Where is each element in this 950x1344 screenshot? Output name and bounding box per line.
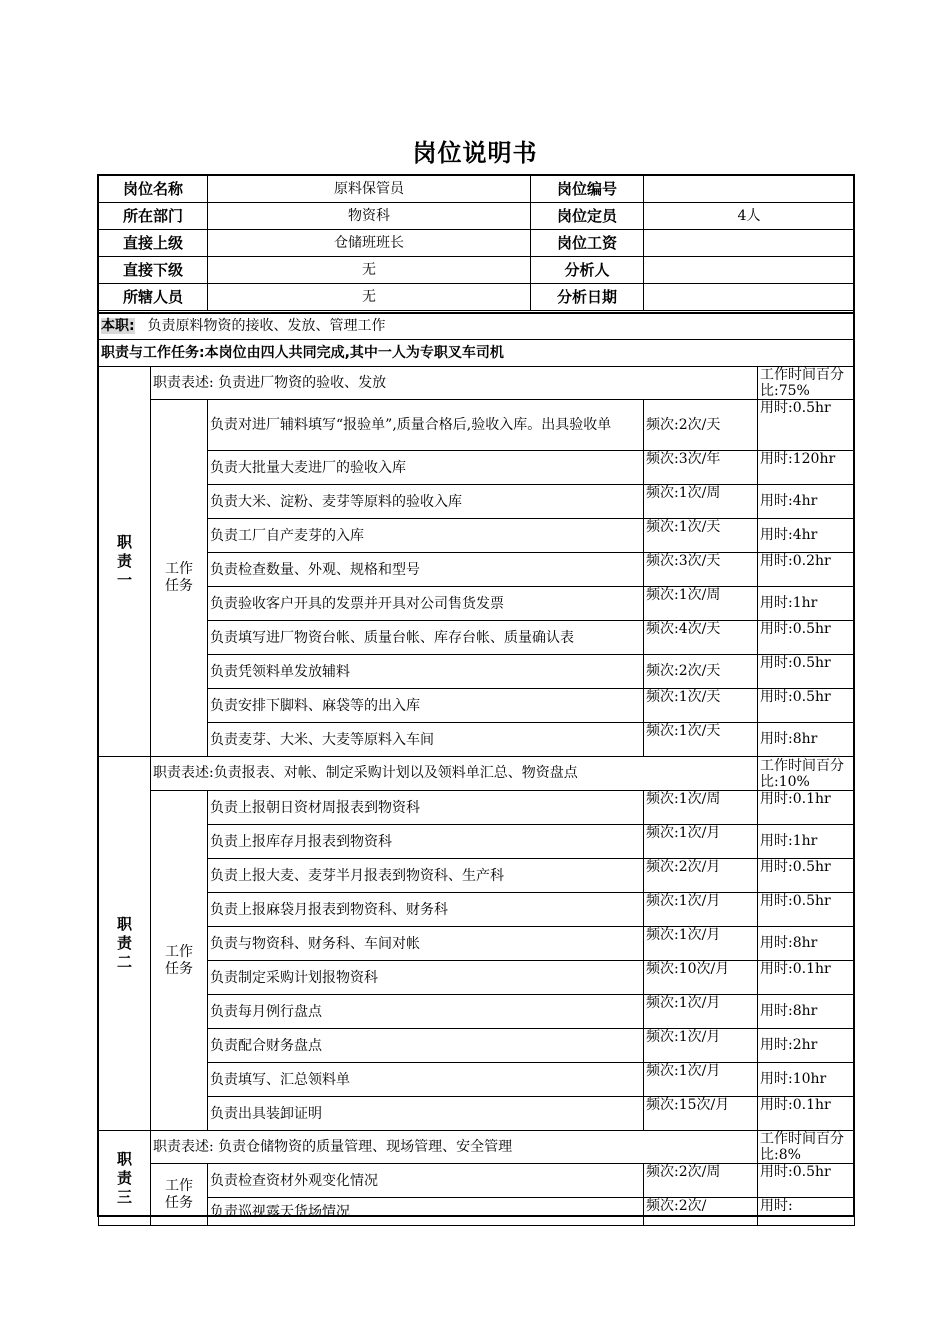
header-label: 岗位名称 [99, 176, 208, 203]
header-label: 岗位编号 [531, 176, 644, 203]
task-time: 用时:8hr [758, 927, 855, 961]
task-text: 负责上报大麦、麦芽半月报表到物资科、生产科 [208, 859, 644, 893]
task-frequency: 频次:1次/周 [644, 587, 758, 621]
task-text: 负责上报朝日资材周报表到物资科 [208, 791, 644, 825]
task-frequency: 频次:1次/月 [644, 1029, 758, 1063]
header-value [644, 176, 855, 203]
header-table [98, 175, 855, 311]
header-label: 所辖人员 [99, 284, 208, 311]
task-time: 用时:4hr [758, 485, 855, 519]
header-label: 直接上级 [99, 230, 208, 257]
duty-statement-row [99, 757, 855, 791]
task-row [99, 485, 855, 519]
header-row [99, 284, 855, 311]
task-label-text: 工作任务 [165, 561, 193, 594]
task-frequency: 频次:2次/月 [644, 859, 758, 893]
task-frequency: 频次:1次/月 [644, 893, 758, 927]
page-title: 岗位说明书 [412, 139, 538, 167]
header-value: 无 [208, 257, 531, 284]
task-row [99, 927, 855, 961]
task-row [99, 1198, 855, 1226]
header-label: 岗位工资 [531, 230, 644, 257]
header-label: 岗位定员 [531, 203, 644, 230]
task-time: 用时:0.5hr [758, 893, 855, 927]
task-time: 用时:0.5hr [758, 655, 855, 689]
task-frequency: 频次:1次/月 [644, 825, 758, 859]
task-frequency: 频次:3次/天 [644, 553, 758, 587]
duty-name [99, 367, 151, 757]
task-text: 负责工厂自产麦芽的入库 [208, 519, 644, 553]
task-time: 用时:8hr [758, 995, 855, 1029]
duty-statement-row [99, 1131, 855, 1164]
task-frequency: 频次:10次/月 [644, 961, 758, 995]
task-text: 负责检查资材外观变化情况 [208, 1164, 644, 1198]
task-text: 负责每月例行盘点 [208, 995, 644, 1029]
header-label: 直接下级 [99, 257, 208, 284]
role-text: 负责原料物资的接收、发放、管理工作 [147, 318, 386, 334]
task-row [99, 1164, 855, 1198]
task-text: 负责巡视露天货场情况 [208, 1198, 644, 1226]
header-value: 4人 [644, 203, 855, 230]
task-frequency: 频次:1次/月 [644, 1063, 758, 1097]
task-row [99, 825, 855, 859]
task-row [99, 621, 855, 655]
header-row [99, 230, 855, 257]
task-time: 用时:0.5hr [758, 689, 855, 723]
header-row [99, 203, 855, 230]
task-text: 负责配合财务盘点 [208, 1029, 644, 1063]
task-text: 负责上报麻袋月报表到物资科、财务科 [208, 893, 644, 927]
task-text: 负责上报库存月报表到物资科 [208, 825, 644, 859]
task-time: 用时:10hr [758, 1063, 855, 1097]
task-row [99, 961, 855, 995]
task-row [99, 893, 855, 927]
task-frequency: 频次:4次/天 [644, 621, 758, 655]
header-row [99, 257, 855, 284]
task-frequency: 频次:1次/月 [644, 995, 758, 1029]
task-time: 用时:0.5hr [758, 1164, 855, 1198]
duty-name-text: 职责三 [116, 1149, 132, 1206]
task-text: 负责填写、汇总领料单 [208, 1063, 644, 1097]
duty-statement: 职责表述: 负责仓储物资的质量管理、现场管理、安全管理 [151, 1131, 758, 1164]
task-frequency: 频次:2次/天 [644, 655, 758, 689]
header-label: 分析人 [531, 257, 644, 284]
task-row [99, 995, 855, 1029]
task-row [99, 689, 855, 723]
task-time: 用时:0.2hr [758, 553, 855, 587]
duty-statement: 职责表述:负责报表、对帐、制定采购计划以及领料单汇总、物资盘点 [151, 757, 758, 791]
task-time: 用时:0.1hr [758, 791, 855, 825]
header-value [644, 230, 855, 257]
header-value: 无 [208, 284, 531, 311]
task-time: 用时:2hr [758, 1029, 855, 1063]
task-frequency: 频次:1次/周 [644, 485, 758, 519]
task-time: 用时:0.5hr [758, 621, 855, 655]
task-text: 负责检查数量、外观、规格和型号 [208, 553, 644, 587]
task-text: 负责出具装卸证明 [208, 1097, 644, 1131]
task-frequency: 频次:15次/月 [644, 1097, 758, 1131]
task-time: 用时:120hr [758, 451, 855, 485]
task-label [151, 400, 208, 757]
task-frequency: 频次:2次/周 [644, 1164, 758, 1198]
role-label: 本职: [101, 318, 135, 334]
task-frequency: 频次:1次/天 [644, 689, 758, 723]
header-value [644, 257, 855, 284]
task-text: 负责安排下脚料、麻袋等的出入库 [208, 689, 644, 723]
task-row [99, 1063, 855, 1097]
task-row [99, 553, 855, 587]
duty-name [99, 1131, 151, 1226]
task-row [99, 451, 855, 485]
task-frequency: 频次:2次/ [644, 1198, 758, 1226]
task-text: 负责凭领料单发放辅料 [208, 655, 644, 689]
task-time: 用时:1hr [758, 587, 855, 621]
duty-time-percent: 工作时间百分比:75% [758, 367, 855, 400]
task-text: 负责与物资科、财务科、车间对帐 [208, 927, 644, 961]
task-text: 负责制定采购计划报物资科 [208, 961, 644, 995]
task-frequency: 频次:1次/天 [644, 519, 758, 553]
task-row [99, 1029, 855, 1063]
task-time: 用时:0.1hr [758, 1097, 855, 1131]
duty-name-text: 职责二 [116, 915, 132, 971]
task-row [99, 791, 855, 825]
duty-name-text: 职责一 [116, 533, 132, 589]
task-text: 负责大批量大麦进厂的验收入库 [208, 451, 644, 485]
task-frequency: 频次:1次/周 [644, 791, 758, 825]
task-text: 负责对进厂辅料填写“报验单”,质量合格后,验收入库。出具验收单 [208, 400, 644, 451]
header-label: 所在部门 [99, 203, 208, 230]
duty-statement-row [99, 367, 855, 400]
task-text: 负责填写进厂物资台帐、质量台帐、库存台帐、质量确认表 [208, 621, 644, 655]
task-time: 用时:0.5hr [758, 400, 855, 451]
task-frequency: 频次:3次/年 [644, 451, 758, 485]
duties-table [98, 312, 855, 1226]
duty-time-percent: 工作时间百分比:8% [758, 1131, 855, 1164]
header-value: 原料保管员 [208, 176, 531, 203]
header-value [644, 284, 855, 311]
task-label [151, 791, 208, 1131]
task-time: 用时:8hr [758, 723, 855, 757]
header-label: 分析日期 [531, 284, 644, 311]
task-time: 用时:1hr [758, 825, 855, 859]
header-value: 物资科 [208, 203, 531, 230]
duty-statement: 职责表述: 负责进厂物资的验收、发放 [151, 367, 758, 400]
role-summary [99, 313, 855, 340]
task-text: 负责大米、淀粉、麦芽等原料的验收入库 [208, 485, 644, 519]
task-label-text: 工作任务 [165, 1177, 193, 1211]
task-time: 用时:0.1hr [758, 961, 855, 995]
task-time: 用时:4hr [758, 519, 855, 553]
task-time: 用时: [758, 1198, 855, 1226]
task-frequency: 频次:1次/月 [644, 927, 758, 961]
task-label-text: 工作任务 [165, 943, 193, 977]
duty-time-percent: 工作时间百分比:10% [758, 757, 855, 791]
task-row [99, 655, 855, 689]
tasks-heading: 职责与工作任务:本岗位由四人共同完成,其中一人为专职叉车司机 [99, 340, 855, 367]
task-time: 用时:0.5hr [758, 859, 855, 893]
task-row [99, 587, 855, 621]
task-frequency: 频次:2次/天 [644, 400, 758, 451]
task-row [99, 519, 855, 553]
task-row [99, 859, 855, 893]
task-text: 负责验收客户开具的发票并开具对公司售货发票 [208, 587, 644, 621]
header-row [99, 176, 855, 203]
task-text: 负责麦芽、大米、大麦等原料入车间 [208, 723, 644, 757]
duty-name [99, 757, 151, 1131]
header-value: 仓储班班长 [208, 230, 531, 257]
task-row [99, 400, 855, 451]
task-frequency: 频次:1次/天 [644, 723, 758, 757]
task-row [99, 1097, 855, 1131]
task-row [99, 723, 855, 757]
task-label [151, 1164, 208, 1226]
